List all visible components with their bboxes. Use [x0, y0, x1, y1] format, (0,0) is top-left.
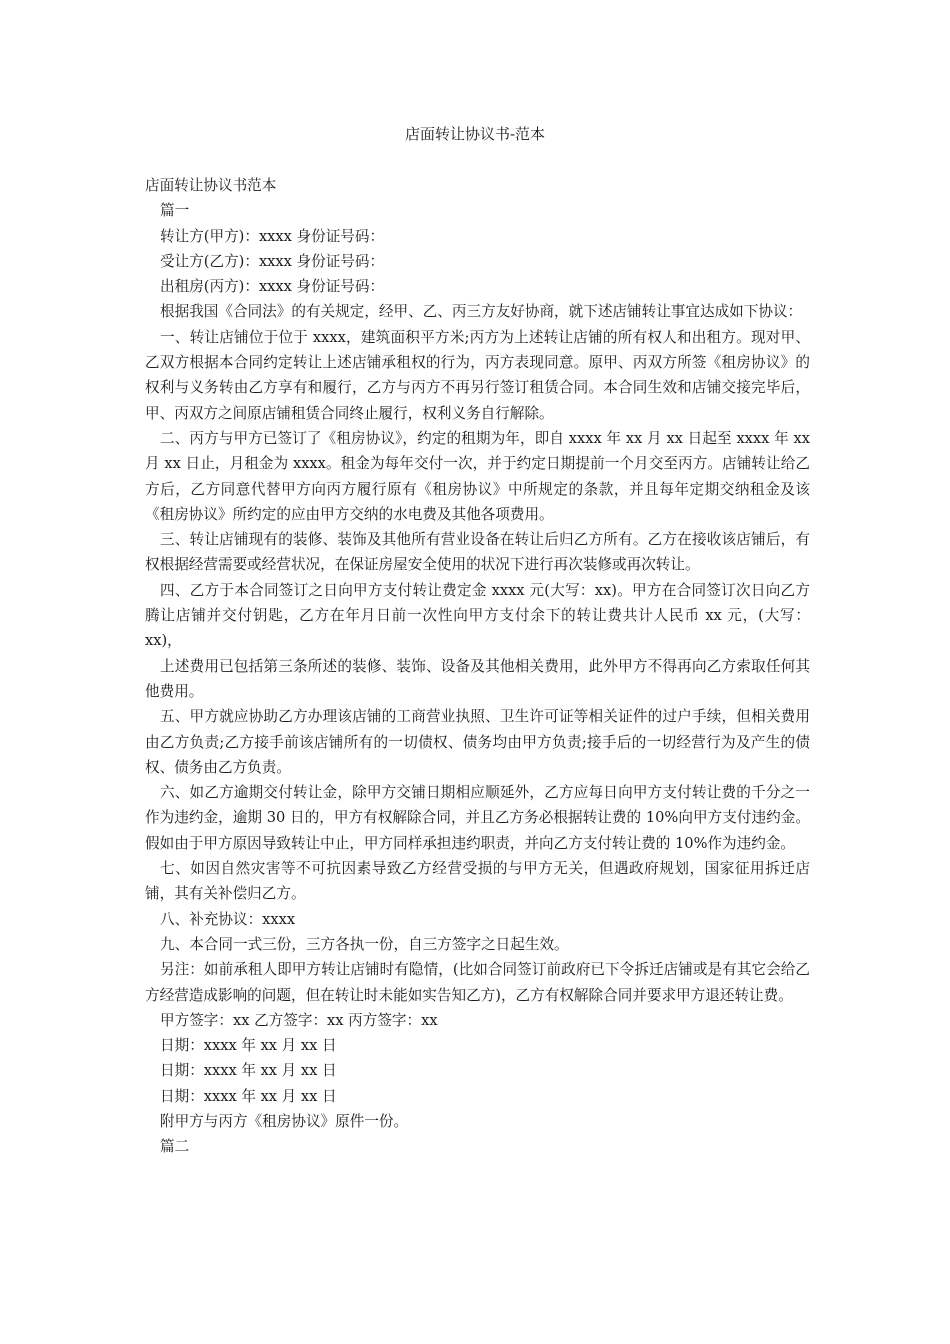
clause-7: 七、如因自然灾害等不可抗因素导致乙方经营受损的与甲方无关，但遇政府规划，国家征用拆迁店铺，其有关补偿归乙方。	[145, 860, 810, 903]
party-lessor: 出租房(丙方)：xxxx 身份证号码：	[160, 278, 385, 296]
clause-5: 五、甲方就应协助乙方办理该店铺的工商营业执照、卫生许可证等相关证件的过户手续，但相关费用由乙方负责;乙方接手前该店铺所有的一切债权、债务均由甲方负责;接手后的一切经营行为及产生的债权、债务由乙方负责。	[145, 708, 810, 776]
clause-8: 八、补充协议：xxxx	[160, 910, 296, 928]
clause-2: 二、丙方与甲方已签订了《租房协议》，约定的租期为年，即自 xxxx 年 xx 月 xx 日起至 xxxx 年 xx 月 xx 日止，月租金为 xxxx。租金为每年交付一次，并于约定日期提前一个月交至丙方。店铺转让给乙方后，乙方同意代替甲方向丙方履行原有《租房协议》中所规定的条款，并且每年定期交纳租金及该《租房协议》所约定的应由甲方交纳的水电费及其他各项费用。	[145, 429, 810, 523]
date-line: 日期：xxxx 年 xx 月 xx 日	[160, 1037, 337, 1055]
preamble: 根据我国《合同法》的有关规定，经甲、乙、丙三方友好协商，就下述店铺转让事宜达成如下协议：	[160, 303, 803, 321]
date-line: 日期：xxxx 年 xx 月 xx 日	[160, 1062, 337, 1080]
clause-1: 一、转让店铺位于位于 xxxx，建筑面积平方米;丙方为上述转让店铺的所有权人和出租方。现对甲、乙双方根据本合同约定转让上述店铺承租权的行为，丙方表现同意。原甲、丙双方所签《租房协议》的权利与义务转由乙方享有和履行，乙方与丙方不再另行签订租赁合同。本合同生效和店铺交接完毕后，甲、丙双方之间原店铺租赁合同终止履行，权利义务自行解除。	[145, 328, 810, 422]
signature-line: 甲方签字：xx 乙方签字：xx 丙方签字：xx	[160, 1011, 438, 1029]
attachment-note: 附甲方与丙方《租房协议》原件一份。	[160, 1112, 409, 1130]
additional-note: 另注：如前承租人即甲方转让店铺时有隐情，(比如合同签订前政府已下令拆迁店铺或是有其它会给乙方经营造成影响的问题，但在转让时未能如实告知乙方)，乙方有权解除合同并要求甲方退还转让费。	[145, 961, 810, 1004]
clause-3: 三、转让店铺现有的装修、装饰及其他所有营业设备在转让后归乙方所有。乙方在接收该店铺后，有权根据经营需要或经营状况，在保证房屋安全使用的状况下进行再次装修或再次转让。	[145, 531, 810, 574]
clause-4: 四、乙方于本合同签订之日向甲方支付转让费定金 xxxx 元(大写：xx)。甲方在合同签订次日向乙方腾让店铺并交付钥匙，乙方在年月日前一次性向甲方支付余下的转让费共计人民币 xx 元，(大写：xx)，	[145, 581, 810, 650]
page-title: 店面转让协议书-范本	[404, 125, 546, 143]
section-two-label: 篇二	[160, 1138, 190, 1156]
clause-4-continued: 上述费用已包括第三条所述的装修、装饰、设备及其他相关费用，此外甲方不得再向乙方索取任何其他费用。	[145, 657, 810, 700]
document-body	[145, 173, 810, 1160]
clause-6: 六、如乙方逾期交付转让金，除甲方交铺日期相应顺延外，乙方应每日向甲方支付转让费的千分之一作为违约金，逾期 30 日的，甲方有权解除合同，并且乙方务必根据转让费的 10%向甲方支付违约金。假如由于甲方原因导致转让中止，甲方同样承担违约职责，并向乙方支付转让费的 10%作为违约金。	[145, 784, 810, 852]
party-transferee: 受让方(乙方)：xxxx 身份证号码：	[160, 252, 385, 270]
date-line: 日期：xxxx 年 xx 月 xx 日	[160, 1087, 337, 1105]
document-heading: 店面转让协议书范本	[145, 177, 277, 194]
clause-9: 九、本合同一式三份，三方各执一份，自三方签字之日起生效。	[160, 935, 569, 953]
section-one-label: 篇一	[160, 202, 190, 220]
party-transferor: 转让方(甲方)：xxxx 身份证号码：	[160, 227, 385, 245]
